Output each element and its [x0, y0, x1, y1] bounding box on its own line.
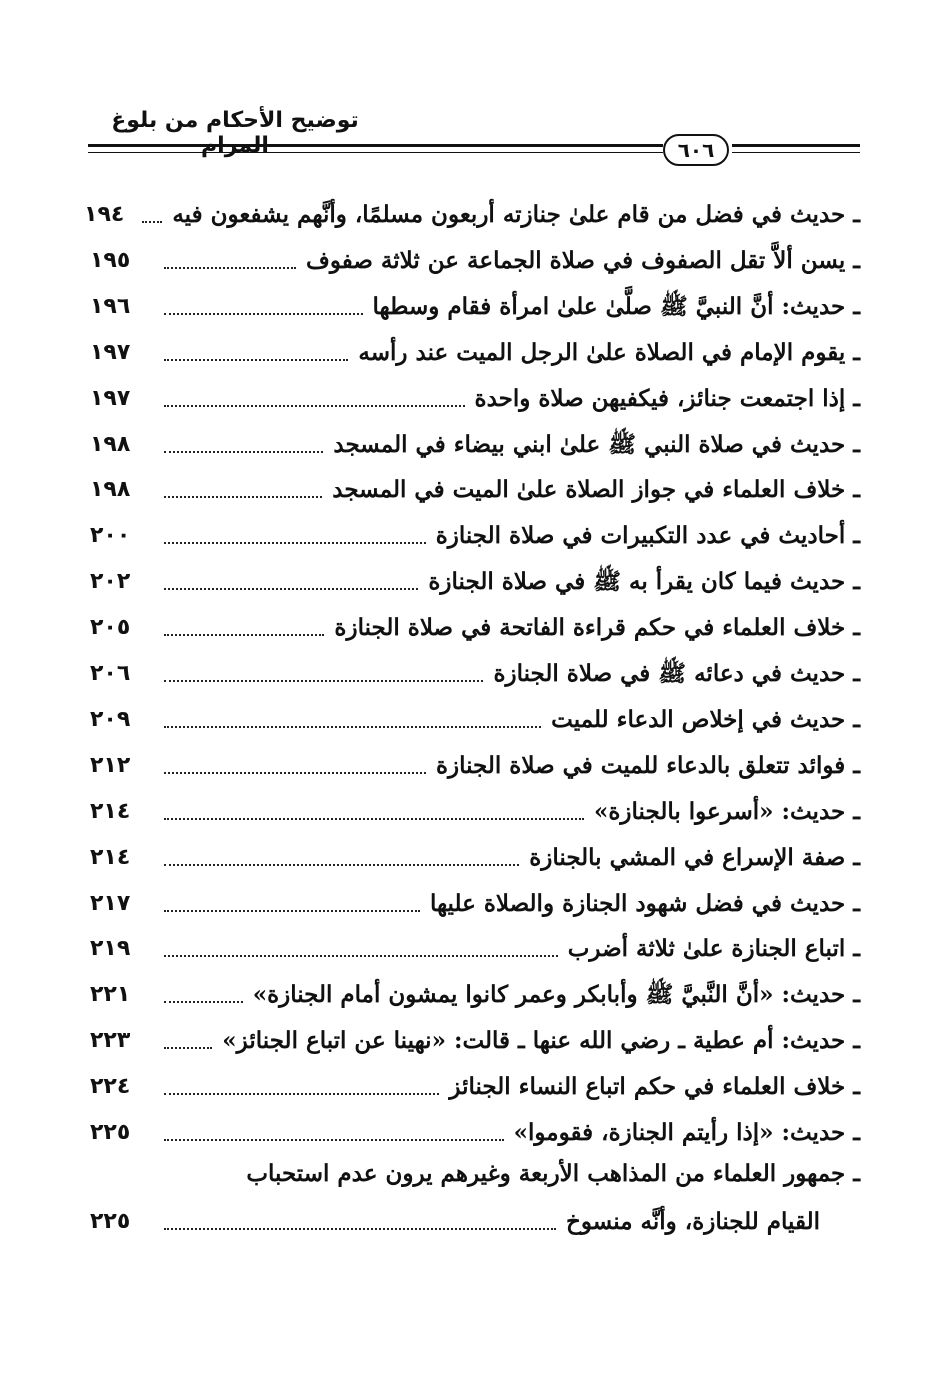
toc-entry-page: ١٩٨ — [90, 431, 131, 457]
toc-entry-page: ٢٢٣ — [90, 1028, 131, 1054]
toc-entry — [90, 241, 860, 281]
toc-entry — [90, 975, 860, 1015]
toc-entry-title: ـ خلاف العلماء في حكم قراءة الفاتحة في صلاة الجنازة — [334, 614, 860, 642]
toc-entry — [90, 425, 860, 465]
toc-entry — [90, 792, 860, 832]
toc-entry-title: ـ فوائد تتعلق بالدعاء للميت في صلاة الجنازة — [435, 751, 860, 779]
toc-entry-title: ـ اتباع الجنازة علىٰ ثلاثة أضرب — [567, 935, 860, 963]
toc-entry — [90, 608, 860, 648]
toc-entry-title: ـ حديث في دعائه ﷺ في صلاة الجنازة — [493, 660, 860, 687]
toc-entry-page: ٢٢٤ — [90, 1074, 131, 1100]
toc-entry — [84, 195, 860, 235]
toc-entry-title: ـ حديث في صلاة النبي ﷺ علىٰ ابني بيضاء في المسجد — [333, 430, 860, 458]
leader-dots — [164, 955, 558, 957]
leader-dots — [164, 496, 322, 498]
toc-entry — [90, 379, 860, 419]
toc-entry-page: ٢٠٥ — [90, 615, 131, 641]
toc-entry-title: ـ حديث في فضل من قام علىٰ جنازته أربعون مسلمًا، وأنَّهم يشفعون فيه — [172, 201, 860, 228]
toc-entry-title: ـ حديث: «أسرعوا بالجنازة» — [594, 797, 860, 825]
toc-entry-page: ٢١٢ — [90, 752, 131, 778]
toc-entry-title-line1: ـ جمهور العلماء من المذاهب الأربعة وغيرهم يرون عدم استحباب — [246, 1160, 860, 1187]
toc-entry-title: ـ صفة الإسراع في المشي بالجنازة — [529, 843, 860, 871]
toc-entry — [90, 333, 860, 373]
leader-dots — [164, 1093, 439, 1095]
toc-entry — [90, 746, 860, 786]
leader-dots — [142, 221, 162, 223]
toc-entry — [90, 700, 860, 740]
toc-entry-page: ٢١٩ — [90, 936, 131, 962]
toc-entry-title: ـ حديث في إخلاص الدعاء للميت — [551, 705, 860, 733]
toc-entry — [90, 654, 860, 694]
toc-entry-page: ١٩٧ — [90, 385, 131, 411]
toc-entry — [90, 929, 860, 969]
leader-dots — [164, 588, 418, 590]
leader-dots — [164, 1047, 212, 1049]
leader-dots — [164, 405, 465, 407]
toc-entry — [90, 470, 860, 510]
toc-entry-page: ٢٢١ — [90, 982, 131, 1008]
toc-entry — [90, 562, 860, 602]
page-number: ٦٠٦ — [663, 134, 729, 166]
leader-dots — [164, 818, 584, 820]
leader-dots — [164, 1001, 243, 1003]
toc-entry-title: ـ حديث: أم عطية ـ رضي الله عنها ـ قالت: «نهينا عن اتباع الجنائز» — [222, 1027, 860, 1055]
leader-dots — [164, 451, 323, 453]
toc-entry-title: ـ خلاف العلماء في جواز الصلاة علىٰ الميت في المسجد — [332, 476, 860, 504]
toc-entry-title: ـ خلاف العلماء في حكم اتباع النساء الجنائز — [449, 1073, 860, 1101]
toc-entry-page: ٢١٤ — [90, 798, 131, 824]
toc-entry — [90, 884, 860, 924]
leader-dots — [164, 359, 348, 361]
toc-entry-page: ٢١٤ — [90, 844, 131, 870]
toc-entry — [90, 516, 860, 556]
leader-dots — [164, 864, 519, 866]
toc-entry-title-line2: القيام للجنازة، وأنَّه منسوخ — [566, 1208, 820, 1235]
toc-entry-line2 — [90, 1202, 820, 1242]
toc-entry-title: ـ حديث: «أنَّ النَّبيَّ ﷺ وأبابكر وعمر كانوا يمشون أمام الجنازة» — [252, 981, 860, 1009]
toc-entry-title: ـ إذا اجتمعت جنائز، فيكفيهن صلاة واحدة — [474, 384, 860, 412]
toc-entry-page: ٢٠٦ — [90, 661, 131, 686]
toc-entry — [90, 1113, 860, 1153]
leader-dots — [164, 726, 541, 728]
toc-entry-page: ٢٠٩ — [90, 706, 131, 732]
toc-entry-page: ١٩٧ — [90, 339, 131, 365]
toc-entry-title: ـ يقوم الإمام في الصلاة علىٰ الرجل الميت عند رأسه — [358, 338, 860, 366]
leader-dots — [164, 1139, 504, 1141]
toc-entry-title: ـ حديث: «إذا رأيتم الجنازة، فقوموا» — [513, 1119, 860, 1146]
toc-entry-page: ٢٢٥ — [90, 1209, 131, 1234]
toc-entry — [90, 1021, 860, 1061]
toc-entry-title: ـ حديث في فضل شهود الجنازة والصلاة عليها — [429, 889, 860, 917]
leader-dots — [164, 910, 420, 912]
book-title: توضيح الأحكام من بلوغ المرام — [111, 108, 359, 158]
leader-dots — [164, 772, 426, 774]
toc-entry-page: ٢١٧ — [90, 890, 131, 916]
toc-entry-page: ٢٢٥ — [90, 1120, 131, 1145]
leader-dots — [164, 634, 324, 636]
toc-entry-page: ٢٠٢ — [90, 569, 131, 595]
leader-dots — [164, 1228, 556, 1230]
toc-entry-page: ١٩٦ — [90, 293, 131, 319]
leader-dots — [164, 267, 296, 269]
leader-dots — [164, 680, 483, 682]
leader-dots — [164, 542, 426, 544]
toc-entry-title: ـ حديث: أنَّ النبيَّ ﷺ صلَّىٰ علىٰ امرأة فقام وسطها — [372, 292, 860, 320]
toc-entry-title: ـ يسن ألاَّ تقل الصفوف في صلاة الجماعة عن ثلاثة صفوف — [306, 246, 860, 274]
leader-dots — [164, 313, 363, 315]
toc-entry-page: ١٩٨ — [90, 477, 131, 503]
toc-entry-page: ١٩٥ — [90, 247, 131, 273]
toc-entry — [90, 1067, 860, 1107]
toc-entry-title: ـ حديث فيما كان يقرأ به ﷺ في صلاة الجنازة — [428, 568, 860, 596]
toc-entry-page: ٢٠٠ — [90, 523, 131, 549]
toc-entry — [90, 838, 860, 878]
toc-entry-page: ١٩٤ — [84, 202, 125, 227]
toc-entry — [90, 287, 860, 327]
toc-entry-title: ـ أحاديث في عدد التكبيرات في صلاة الجنازة — [435, 522, 860, 550]
